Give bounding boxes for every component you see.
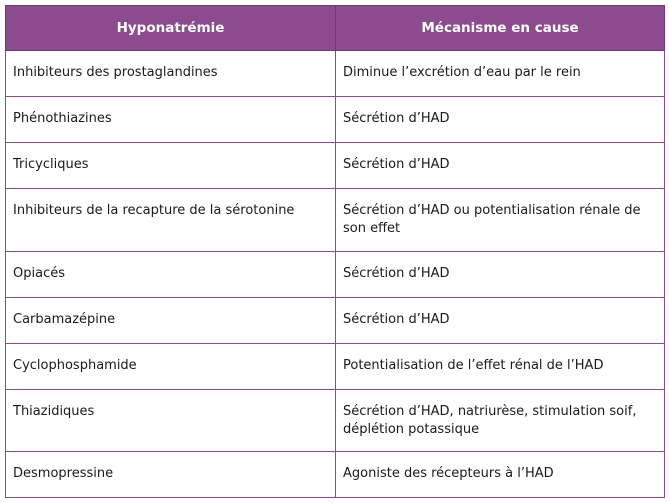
drug-cell: Opiacés: [6, 252, 336, 298]
table-row: [6, 252, 665, 298]
mechanism-cell: Sécrétion d’HAD: [336, 143, 665, 189]
table-row: [6, 51, 665, 97]
table-row: [6, 97, 665, 143]
header-row: [6, 6, 665, 51]
table-row: [6, 298, 665, 344]
table-body: [6, 51, 665, 498]
table-row: [6, 390, 665, 452]
drug-cell: Carbamazépine: [6, 298, 336, 344]
drug-cell: Desmopressine: [6, 452, 336, 498]
header-hyponatremia: Hyponatrémie: [6, 6, 336, 51]
mechanism-cell: Agoniste des récepteurs à l’HAD: [336, 452, 665, 498]
hyponatremia-drug-table: [5, 5, 665, 498]
mechanism-cell: Sécrétion d’HAD: [336, 252, 665, 298]
mechanism-cell: Diminue l’excrétion d’eau par le rein: [336, 51, 665, 97]
table-header: [6, 6, 665, 51]
mechanism-cell: Sécrétion d’HAD, natriurèse, stimulation soif, déplétion potassique: [336, 390, 665, 452]
mechanism-cell: Potentialisation de l’effet rénal de l’HAD: [336, 344, 665, 390]
table-row: [6, 189, 665, 252]
drug-cell: Cyclophosphamide: [6, 344, 336, 390]
mechanism-cell: Sécrétion d’HAD: [336, 298, 665, 344]
header-mechanism: Mécanisme en cause: [336, 6, 665, 51]
drug-cell: Thiazidiques: [6, 390, 336, 452]
drug-cell: Inhibiteurs des prostaglandines: [6, 51, 336, 97]
mechanism-cell: Sécrétion d’HAD ou potentialisation rénale de son effet: [336, 189, 665, 252]
table-row: [6, 344, 665, 390]
mechanism-cell: Sécrétion d’HAD: [336, 97, 665, 143]
table-row: [6, 143, 665, 189]
drug-cell: Phénothiazines: [6, 97, 336, 143]
drug-cell: Tricycliques: [6, 143, 336, 189]
table-row: [6, 452, 665, 498]
drug-cell: Inhibiteurs de la recapture de la sérotonine: [6, 189, 336, 252]
